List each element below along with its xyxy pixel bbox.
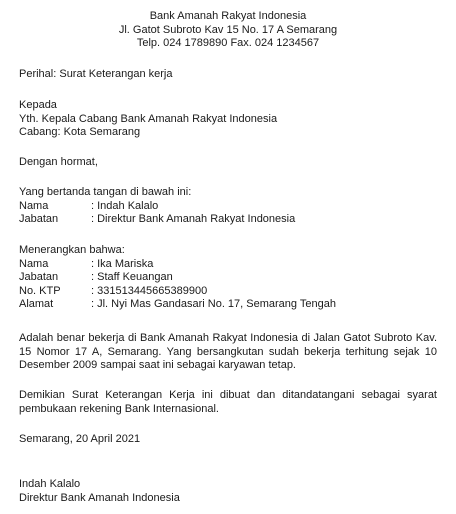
field-label: Nama <box>19 199 49 212</box>
signer-field-row <box>19 213 437 227</box>
statement-intro: Menerangkan bahwa: <box>19 244 125 256</box>
field-label: Jabatan <box>19 213 59 225</box>
signature-name: Indah Kalalo <box>19 478 81 490</box>
closing-paragraph: Demikian Surat Keterangan Kerja ini dibuat dan ditandatangani sebagai syarat pembukaan rekening Bank Internasional. <box>19 389 437 415</box>
bank-address: Jl. Gatot Subroto Kav 15 No. 17 A Semarang <box>118 23 338 36</box>
subject-line: Perihal: Surat Keterangan kerja <box>19 68 173 80</box>
employee-field-row <box>19 258 437 272</box>
greeting: Dengan hormat, <box>19 156 98 168</box>
body-paragraph: Adalah benar bekerja di Bank Amanah Rakyat Indonesia di Jalan Gatot Subroto Kav. 15 Nomor 17 A, Semarang. Yang bersangkutan sudah bekerja terhitung sejak 10 Desember 2009 sampai saat ini sebagai karyawan tetap. <box>19 332 437 371</box>
field-label: No. KTP <box>19 284 61 297</box>
field-value: : Indah Kalalo <box>91 199 159 212</box>
signer-block <box>19 186 437 227</box>
field-value: : Jl. Nyi Mas Gandasari No. 17, Semarang Tengah <box>91 298 336 310</box>
field-label: Alamat <box>19 298 54 310</box>
signature-title: Direktur Bank Amanah Indonesia <box>19 491 180 504</box>
field-label: Nama <box>19 257 49 270</box>
field-value: : Direktur Bank Amanah Rakyat Indonesia <box>91 213 296 225</box>
place-date: Semarang, 20 April 2021 <box>19 433 141 445</box>
recipient-block <box>19 99 437 140</box>
employee-field-row <box>19 285 437 299</box>
recipient-branch: Cabang: Kota Semarang <box>19 126 141 138</box>
field-value: : Staff Keuangan <box>91 271 173 283</box>
recipient-to: Yth. Kepala Cabang Bank Amanah Rakyat Indonesia <box>19 112 278 125</box>
signer-intro: Yang bertanda tangan di bawah ini: <box>19 186 192 198</box>
letterhead <box>0 10 456 51</box>
signer-field-row <box>19 200 437 214</box>
field-value: : 331513445665389900 <box>91 284 208 297</box>
field-label: Jabatan <box>19 271 59 283</box>
employee-field-row <box>19 271 437 285</box>
bank-contact: Telp. 024 1789890 Fax. 024 1234567 <box>136 37 320 49</box>
recipient-kepada: Kepada <box>19 99 57 111</box>
field-value: : Ika Mariska <box>91 257 154 270</box>
signature-block <box>19 478 437 505</box>
bank-name: Bank Amanah Rakyat Indonesia <box>149 10 307 22</box>
employee-field-row <box>19 298 437 312</box>
employee-block <box>19 244 437 312</box>
